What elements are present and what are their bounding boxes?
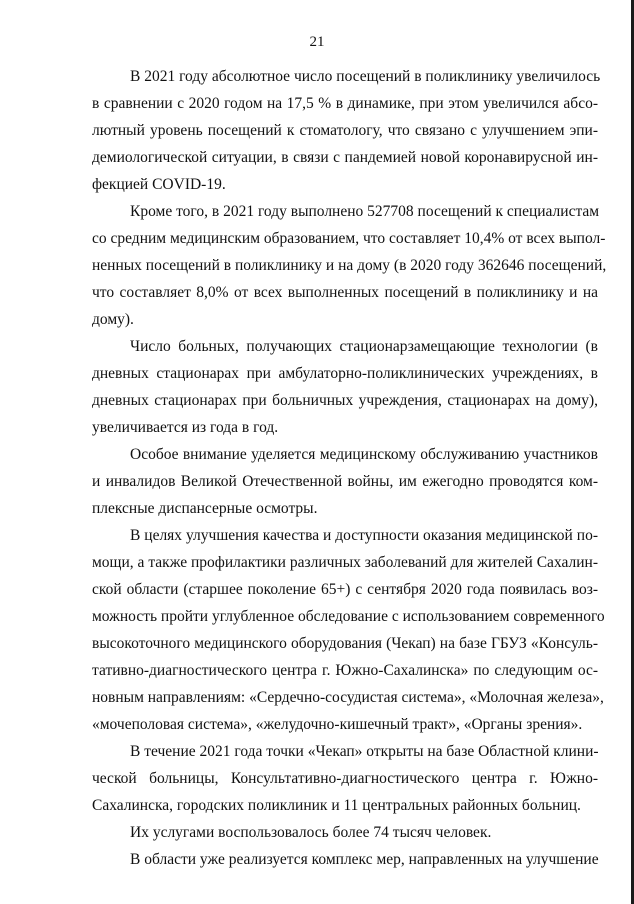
paragraph: [92, 63, 601, 198]
text-line: В 2021 году абсолютное число посещений в поликлинику увеличилось: [130, 68, 601, 85]
text-line: дневных стационарах при амбулаторно-поликлинических учреждениях, в: [92, 365, 598, 382]
paragraph: [92, 522, 605, 738]
text-line: новным направлениям: «Сердечно-сосудистая система», «Молочная железа»,: [92, 689, 604, 706]
text-line: В течение 2021 года точки «Чекап» открыты на базе Областной клини-: [130, 743, 599, 760]
text-line: плексные диспансерные осмотры.: [92, 500, 318, 517]
text-line: В целях улучшения качества и доступности оказания медицинской по-: [130, 527, 598, 544]
text-line: Особое внимание уделяется медицинскому обслуживанию участников: [130, 446, 598, 463]
paragraph: [92, 198, 607, 333]
text-line: В области уже реализуется комплекс мер, направленных на улучшение: [130, 851, 599, 868]
paragraph: [92, 333, 598, 441]
text-line: дому).: [92, 311, 134, 328]
text-line: в сравнении с 2020 годом на 17,5 % в динамике, при этом увеличился абсо-: [92, 95, 598, 112]
text-line: Кроме того, в 2021 году выполнено 527708 посещений к специалистам: [130, 203, 600, 220]
text-line: Сахалинска, городских поликлиник и 11 центральных районных больниц.: [92, 797, 581, 814]
document-body: [92, 63, 607, 873]
paragraph: [92, 846, 598, 873]
text-line: мощи, а также профилактики различных заболеваний для жителей Сахалин-: [92, 554, 598, 571]
text-line: можность пройти углубленное обследование с использованием современного: [92, 608, 605, 625]
text-line: ской области (старшее поколение 65+) с сентября 2020 года появилась воз-: [92, 581, 598, 598]
page-number: 21: [309, 34, 325, 50]
text-line: Число больных, получающих стационарзамещающие технологии (в: [130, 338, 598, 355]
text-line: тативно-диагностического центра г. Южно-Сахалинска» по следующим ос-: [92, 662, 598, 679]
text-line: дневных стационарах при больничных учреждения, стационарах на дому),: [92, 392, 598, 409]
text-line: Их услугами воспользовалось более 74 тысяч человек.: [130, 824, 492, 841]
text-line: ненных посещений в поликлинику и на дому (в 2020 году 362646 посещений,: [92, 257, 607, 274]
text-line: демиологической ситуации, в связи с пандемией новой коронавирусной ин-: [92, 149, 598, 166]
paragraph: [92, 441, 598, 522]
text-line: и инвалидов Великой Отечественной войны, им ежегодно проводятся ком-: [92, 473, 598, 490]
text-line: со средним медицинским образованием, что составляет 10,4% от всех выпол-: [92, 230, 606, 247]
text-line: лютный уровень посещений к стоматологу, что связано с улучшением эпи-: [92, 122, 598, 139]
text-line: фекцией COVID-19.: [92, 176, 226, 193]
text-line: «мочеполовая система», «желудочно-кишечный тракт», «Органы зрения».: [92, 716, 583, 733]
text-line: ческой больницы, Консультативно-диагностического центра г. Южно-: [92, 770, 598, 787]
paragraph: [92, 738, 598, 819]
text-line: увеличивается из года в год.: [92, 419, 279, 436]
text-line: высокоточного медицинского оборудования (Чекап) на базе ГБУЗ «Консуль-: [92, 635, 598, 652]
paragraph: [92, 819, 598, 846]
text-line: что составляет 8,0% от всех выполненных посещений в поликлинику и на: [92, 284, 598, 301]
